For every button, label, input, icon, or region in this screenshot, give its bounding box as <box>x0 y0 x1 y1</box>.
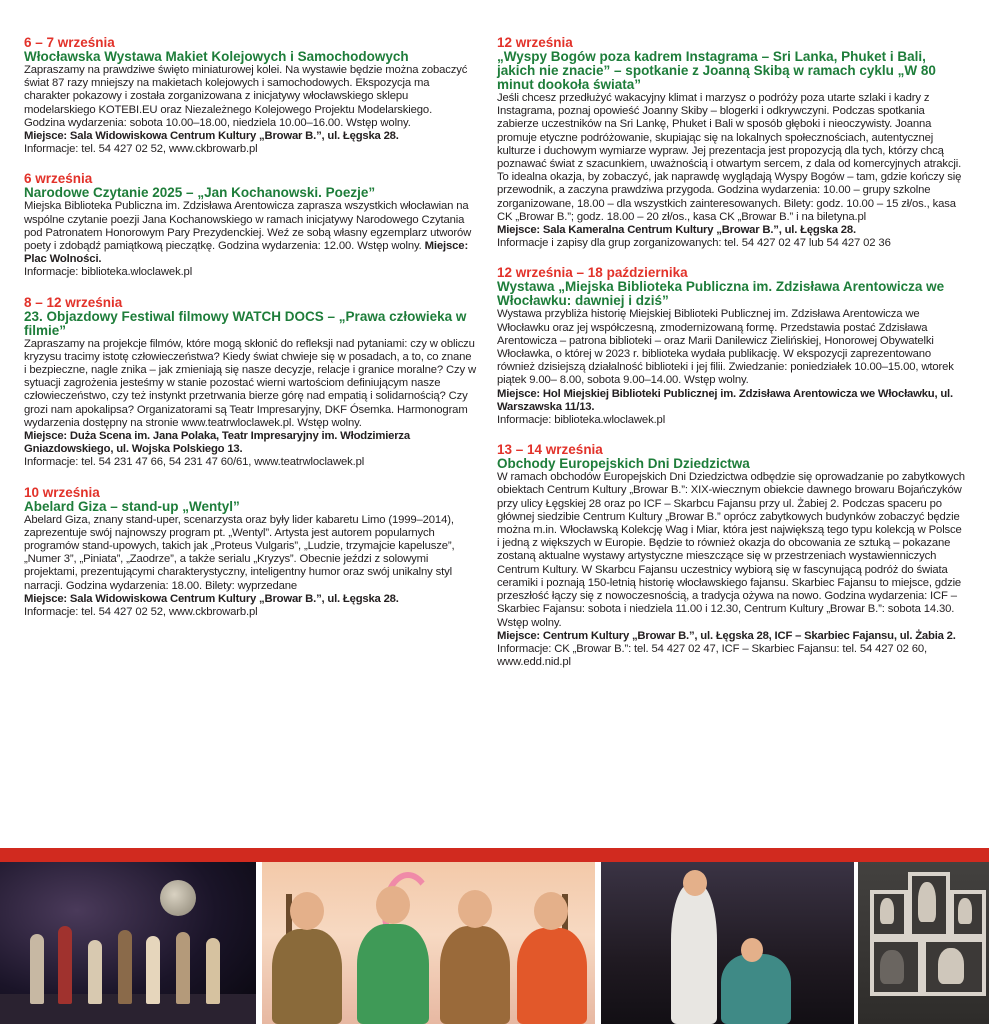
event-date: 10 września <box>24 484 100 500</box>
event-info: Informacje: tel. 54 427 02 52, www.ckbrowarb.pl <box>24 606 258 619</box>
event-info: Informacje: tel. 54 231 47 66, 54 231 47 60/61, www.teatrwloclawek.pl <box>24 456 365 469</box>
actor-figure <box>671 884 717 1024</box>
event-description: Miejska Biblioteka Publiczna im. Zdzisława Arentowicza zaprasza wszystkich włocławian na wspólne czytanie poezji Jana Kochanowskiego w ramach inicjatywy Narodowego Czytania pod Patronatem Honorowym Pary Prezydenckiej. Weź ze sobą własny egzemplarz utworów poety i zdobądź pamiątkową pieczątkę. Godzina wydarzenia: 12.00. Wstęp wolny. <box>24 200 472 253</box>
event-description: Wystawa przybliża historię Miejskiej Biblioteki Publicznej im. Zdzisława Arentowicza we Włocławku oraz jej współczesną, zmodernizowaną formę. Przedstawia postać Zdzisława Arentowicza – patrona biblioteki – oraz Marii Danilewicz Zielińskiej, Honorowej Obywatelki Włocławka, o której w 2023 r. biblioteka wydała publikację. W ekspozycji zaprezentowano również dzisiejszą działalność biblioteki i jej filii. Zwiedzanie: poniedziałek 10.00–15.00, wtorek piątek 9.00– 8.00, sobota 9.00–14.00. Wstęp wolny. <box>497 308 954 387</box>
event-description: Zapraszamy na projekcje filmów, które mogą skłonić do refleksji nad pytaniami: czy w obliczu kryzysu tracimy istotę człowieczeństwa? Kiedy świat chwieje się w posadach, a to, co znane i bezpieczne, nagle znika – jak zmieniają się nasze decyzje, relacje i granice moralne? Czy w sytuacji zagrożenia jesteśmy w stanie pozostać wierni wartościom definiującym nasze człowieczeństwo, czy też instynkt przetrwania bierze górę nad empatią i solidarnością? Czy grozi nam apokalipsa? Organizatorami są Teatr Impresaryjny, DKF Ósemka. Harmonogram wydarzenia dostępny na stronie www.teatrwloclawek.pl. Wstęp wolny. <box>24 337 476 429</box>
event-place: Miejsce: Sala Widowiskowa Centrum Kultury „Browar B.”, ul. Łęgska 28. <box>24 130 399 143</box>
stage-moon-prop <box>160 880 196 916</box>
event-info: Informacje: CK „Browar B.”: tel. 54 427 02 47, ICF – Skarbiec Fajansu: tel. 54 427 02 60, www.edd.nid.pl <box>497 642 927 669</box>
performer-figure <box>58 926 72 1004</box>
event-place: Miejsce: Sala Kameralna Centrum Kultury „Browar B.”, ul. Łęgska 28. <box>497 224 856 237</box>
photo-theatre-scene <box>601 862 854 1024</box>
actress-figure <box>721 954 791 1024</box>
photo-strip <box>0 862 989 1024</box>
performer-figure <box>146 936 160 1004</box>
photo-sculpture-shelves <box>858 862 989 1024</box>
person-figure <box>517 928 587 1024</box>
event-title: Abelard Giza – stand-up „Wentyl” <box>24 498 240 514</box>
event-title: 23. Objazdowy Festiwal filmowy WATCH DOCS – „Prawa człowieka w filmie” <box>24 308 467 338</box>
performer-figure <box>176 932 190 1004</box>
event-date: 8 – 12 września <box>24 294 123 310</box>
event-description: Zapraszamy na prawdziwe święto miniaturowej kolei. Na wystawie będzie można zobaczyć świat 87 razy mniejszy na makietach kolejowych i samochodowych. Ekspozycja ma charakter pokazowy i została zorganizowana z inicjatywy włocławskiego sklepu modelarskiego KOTEBI.EU oraz Niezależnego Kolejowego Projektu Modelarskiego. Godzina wydarzenia: sobota 10.00–18.00, niedziela 10.00–16.00. Wstęp wolny. <box>24 64 468 129</box>
event-place: Miejsce: Duża Scena im. Jana Polaka, Teatr Impresaryjny im. Włodzimierza Gniazdowskiego, ul. Wojska Polskiego 13. <box>24 430 410 456</box>
event-title: Wystawa „Miejska Biblioteka Publiczna im. Zdzisława Arentowicza we Włocławku: dawniej i dziś” <box>497 279 945 309</box>
sculpture-bust <box>880 950 904 984</box>
sculpture-bust <box>938 948 964 984</box>
sculpture-bust <box>958 898 972 924</box>
person-face <box>290 892 324 930</box>
person-figure <box>357 924 429 1024</box>
event-place: Miejsce: Hol Miejskiej Biblioteki Publicznej im. Zdzisława Arentowicza we Włocławku, ul. Warszawska 11/13. <box>497 387 953 413</box>
event-watch-docs <box>24 296 476 470</box>
event-description-with-place <box>24 200 476 266</box>
person-face <box>534 892 568 930</box>
person-face <box>376 886 410 924</box>
event-info: Informacje: tel. 54 427 02 52, www.ckbrowarb.pl <box>24 143 258 156</box>
event-date: 12 września – 18 października <box>497 265 688 281</box>
actor-face <box>683 870 707 896</box>
performer-figure <box>206 938 220 1004</box>
person-figure <box>440 926 510 1024</box>
event-description: Jeśli chcesz przedłużyć wakacyjny klimat i marzysz o podróży poza utarte szlaki i kadry z Instagrama, poznaj opowieść Joanny Skiby – blogerki i odkrywczyni. Podczas spotkania zabierze uczestników na Sri Lankę, Phuket i Bali w sposób głęboki i nieoczywisty. Joanna promuje etyczne podróżowanie, skupiając się na lokalnych społecznościach, autentycznej kulturze i duchowym wymiarze wypraw. Jej prezentacja jest propozycją dla tych, którzy chcą poznawać świat z szacunkiem, uważnością i otwartym sercem, z dala od komercyjnych atrakcji. To idealna okazja, by zobaczyć, jak naprawdę wyglądają Wyspy Bogów – tam, gdzie kończy się przewodnik, a zaczyna prawdziwa przygoda. Godzina wydarzenia: 10.00 – grupy szkolne zorganizowane, 18.00 – dla wszystkich zainteresowanych. Bilety: godz. 10.00 – 15 zł/os., kasa CK „Browar B.”; godz. 18.00 – 20 zł/os., kasa CK „Browar B.” i na biletyna.pl <box>497 92 962 223</box>
event-title: Włocławska Wystawa Makiet Kolejowych i Samochodowych <box>24 49 409 64</box>
event-date: 12 września <box>497 35 573 50</box>
photo-stage-performers <box>0 862 256 1024</box>
performer-figure <box>118 930 132 1004</box>
person-face <box>458 890 492 928</box>
event-train-models <box>24 36 476 156</box>
event-title: Obchody Europejskich Dni Dziedzictwa <box>497 456 750 472</box>
event-library-exhibition <box>497 266 967 427</box>
performer-figure <box>30 934 44 1004</box>
event-place: Miejsce: Centrum Kultury „Browar B.”, ul. Łęgska 28, ICF – Skarbiec Fajansu, ul. Żabia 2. <box>497 629 956 642</box>
event-date: 13 – 14 września <box>497 442 603 458</box>
right-column <box>497 36 967 685</box>
event-place: Miejsce: Sala Widowiskowa Centrum Kultury „Browar B.”, ul. Łęgska 28. <box>24 592 399 605</box>
event-title: „Wyspy Bogów poza kadrem Instagrama – Sri Lanka, Phuket i Bali, jakich nie znacie” – spotkanie z Joanną Skibą w ramach cyklu „W 80 minut dookoła świata” <box>497 49 936 92</box>
event-date: 6 września <box>24 171 93 187</box>
event-heritage-days <box>497 443 967 669</box>
red-divider-band <box>0 848 989 862</box>
event-abelard-giza <box>24 486 476 620</box>
event-national-reading <box>24 172 476 279</box>
event-description: W ramach obchodów Europejskich Dni Dziedzictwa odbędzie się oprowadzanie po zabytkowych obiektach Centrum Kultury „Browar B.”: XIX-wiecznym obiekcie dawnego browaru Bojańczyków przy ulicy Łęgskiej 28 oraz po ICF – Skarbcu Fajansu przy ul. Żabiej 2. Podczas spaceru po głównej siedzibie Centrum Kultury „Browar B.” oprócz zabytkowych budynków zobaczyć będzie można m.in. Włocławską Kolekcję Wag i Miar, która jest największą tego typu kolekcją w Polsce i jedną z większych w Europie. Będzie to również okazja do obcowania ze sztuką – pokazane zostaną aktualne wystawy artystyczne mieszczące się w przestrzeniach wystawienniczych Centrum Kultury. W Skarbcu Fajansu uczestnicy wybiorą się w fascynującą podróż do świata ceramiki i poznają 150-letnią historię włocławskiego fajansu. Skarbiec Fajansu to miejsce, gdzie przeszłość łączy się z nowoczesnością, a tradycja ożywa na nowo. Godzina wydarzenia: ICF – Skarbiec Fajansu: sobota i niedziela 11.00 i 12.30, Centrum Kultury „Browar B.”: sobota 14.30. Wstęp wolny. <box>497 471 965 629</box>
event-info: Informacje: biblioteka.wloclawek.pl <box>24 266 193 279</box>
left-column <box>24 36 476 635</box>
performer-figure <box>88 940 102 1004</box>
photo-comedy-poster <box>262 862 595 1024</box>
event-info: Informacje: biblioteka.wloclawek.pl <box>497 414 666 427</box>
sculpture-bust <box>918 882 936 922</box>
event-description: Abelard Giza, znany stand-uper, scenarzysta oraz były lider kabaretu Limo (1999–2014), zaprezentuje swój najnowszy program pt. „Wentyl”. Artysta jest autorem popularnych programów stand-upowych, takich jak „Proteus Vulgaris”, „Ludzie, trzymajcie kapelusze”, „Numer 3”, „Piniata”, „Zaodrze”, a także serialu „Kryzys”. Obecnie jeździ z solowymi projektami, prezentującymi charakterystyczny, inteligentny humor oraz swój unikalny styl narracji. Godzina wydarzenia: 18.00. Bilety: wyprzedane <box>24 513 455 592</box>
event-info: Informacje i zapisy dla grup zorganizowanych: tel. 54 427 02 47 lub 54 427 02 36 <box>497 237 891 250</box>
event-place: Miejsce: Plac Wolności. <box>24 240 469 266</box>
event-title: Narodowe Czytanie 2025 – „Jan Kochanowski. Poezje” <box>24 185 376 201</box>
sculpture-bust <box>880 898 894 924</box>
event-islands-of-gods <box>497 36 967 250</box>
actress-face <box>741 938 763 962</box>
event-date: 6 – 7 września <box>24 35 115 50</box>
person-figure <box>272 929 342 1024</box>
